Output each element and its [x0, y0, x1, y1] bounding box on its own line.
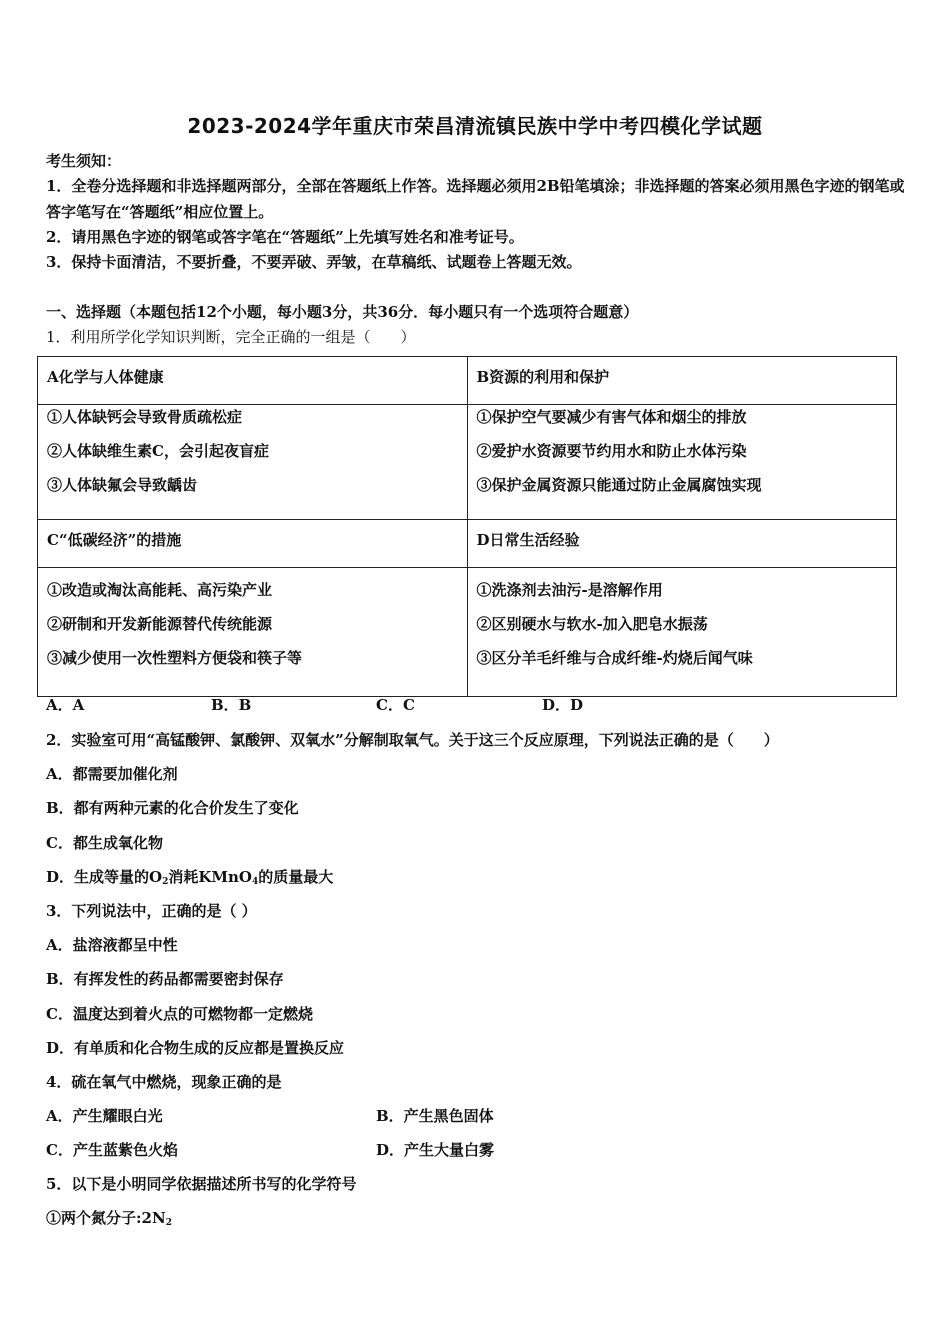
- q2-option-d-mid: 消耗KMnO: [168, 868, 252, 886]
- q1-option-d: D．D: [542, 696, 584, 714]
- q4-option-d: D．产生大量白雾: [376, 1141, 495, 1159]
- q3-option-b: B．有挥发性的药品都需要密封保存: [46, 970, 284, 988]
- q1-option-c: C．C: [376, 696, 415, 714]
- q5-item-1-text: ①两个氮分子:2N: [46, 1209, 166, 1227]
- q5-item-1: [46, 1207, 172, 1228]
- table-cell-d: [467, 568, 897, 697]
- o2-subscript: 2: [162, 877, 169, 887]
- notice-item-2: 2．请用黑色字迹的钢笔或答字笔在“答题纸”上先填写姓名和准考证号。: [46, 228, 524, 246]
- kmno4-subscript: 4: [251, 877, 259, 887]
- list-item: ②爱护水资源要节约用水和防止水体污染: [476, 442, 747, 460]
- list-item: ①保护空气要减少有害气体和烟尘的排放: [476, 408, 747, 426]
- notice-heading: 考生须知：: [46, 152, 122, 170]
- table-header-d: D日常生活经验: [467, 520, 897, 568]
- table-cell-b: [467, 405, 897, 520]
- q3-option-d: D．有单质和化合物生成的反应都是置换反应: [46, 1039, 345, 1057]
- section-heading: 一、选择题（本题包括12个小题，每小题3分，共36分．每小题只有一个选项符合题意）: [46, 303, 639, 321]
- list-item: ②研制和开发新能源替代传统能源: [47, 615, 273, 633]
- list-item: ②人体缺维生素C，会引起夜盲症: [47, 442, 269, 460]
- q3-option-a: A．盐溶液都呈中性: [46, 936, 178, 954]
- q4-stem: 4．硫在氧气中燃烧，现象正确的是: [46, 1073, 282, 1091]
- q1-options-table: [37, 356, 897, 697]
- q4-option-a: A．产生耀眼白光: [46, 1107, 163, 1125]
- q3-option-c: C．温度达到着火点的可燃物都一定燃烧: [46, 1005, 313, 1023]
- q2-option-d-suffix: 的质量最大: [258, 868, 334, 886]
- list-item: ③区分羊毛纤维与合成纤维-灼烧后闻气味: [476, 649, 753, 667]
- q1-stem: 1．利用所学化学知识判断，完全正确的一组是（ ）: [46, 328, 416, 346]
- q4-option-c: C．产生蓝紫色火焰: [46, 1141, 178, 1159]
- list-item: ②区别硬水与软水-加入肥皂水振荡: [476, 615, 708, 633]
- table-header-a: A化学与人体健康: [38, 357, 468, 405]
- q2-option-c: C．都生成氧化物: [46, 834, 163, 852]
- list-item: ③减少使用一次性塑料方便袋和筷子等: [47, 649, 303, 667]
- list-item: ③保护金属资源只能通过防止金属腐蚀实现: [476, 476, 762, 494]
- table-header-b: B资源的利用和保护: [467, 357, 897, 405]
- exam-title: 2023-2024学年重庆市荣昌清流镇民族中学中考四模化学试题: [187, 114, 763, 138]
- q1-option-b: B．B: [211, 696, 252, 714]
- list-item: ③人体缺氟会导致龋齿: [47, 476, 198, 494]
- table-cell-c: [38, 568, 468, 697]
- list-item: ①洗涤剂去油污-是溶解作用: [476, 581, 663, 599]
- notice-item-3: 3．保持卡面清洁，不要折叠，不要弄破、弄皱，在草稿纸、试题卷上答题无效。: [46, 253, 582, 271]
- q2-option-d: [46, 866, 333, 887]
- table-header-c: C“低碳经济”的措施: [38, 520, 468, 568]
- list-item: ①改造或淘汰高能耗、高污染产业: [47, 581, 273, 599]
- q2-option-b: B．都有两种元素的化合价发生了变化: [46, 799, 299, 817]
- table-cell-a: [38, 405, 468, 520]
- notice-item-1: 1．全卷分选择题和非选择题两部分，全部在答题纸上作答。选择题必须用2B铅笔填涂；非选择题的答案必须用黑色字迹的钢笔或答字笔写在“答题纸”相应位置上。: [46, 177, 905, 221]
- q4-option-b: B．产生黑色固体: [376, 1107, 494, 1125]
- q5-stem: 5．以下是小明同学依据描述所书写的化学符号: [46, 1175, 357, 1193]
- q1-option-a: A．A: [46, 696, 85, 714]
- q2-option-d-prefix: D．生成等量的O: [46, 868, 163, 886]
- q2-stem: 2．实验室可用“高锰酸钾、氯酸钾、双氧水”分解制取氧气。关于这三个反应原理，下列说法正确的是（ ）: [46, 731, 779, 749]
- list-item: ①人体缺钙会导致骨质疏松症: [47, 408, 243, 426]
- n2-subscript: 2: [165, 1218, 172, 1228]
- q2-option-a: A．都需要加催化剂: [46, 765, 178, 783]
- q3-stem: 3．下列说法中，正确的是（ ）: [46, 902, 257, 920]
